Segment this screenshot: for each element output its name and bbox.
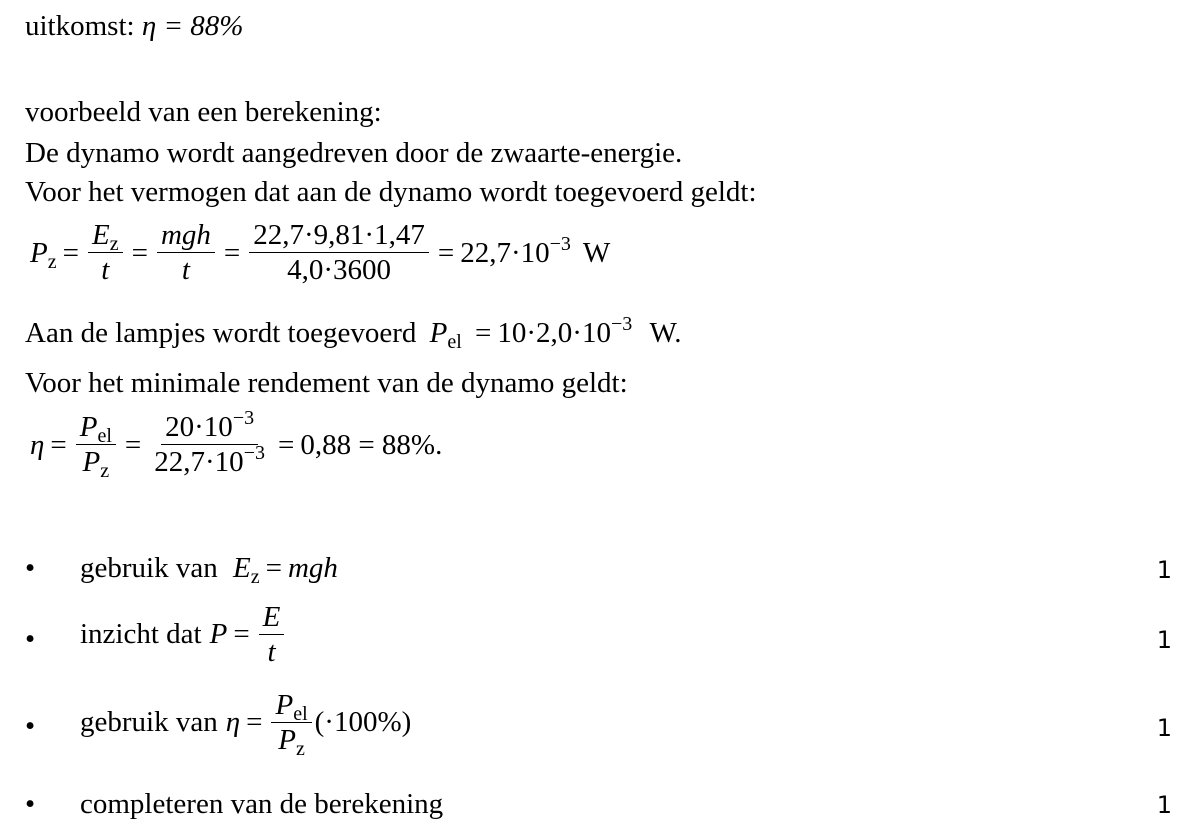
example-line-1: De dynamo wordt aangedreven door de zwaarte-energie. bbox=[25, 137, 683, 169]
score: 1 bbox=[1156, 714, 1172, 742]
eq3-lhs: η bbox=[30, 428, 45, 461]
eq1-result: $22,7\cdot 10^{-3}$ bbox=[460, 232, 571, 269]
example-heading: voorbeeld van een berekening: bbox=[25, 96, 382, 128]
eq1-lhs: $P_z$ bbox=[30, 236, 57, 273]
power-equation: $P_z$ = $\frac{E_z}{t}$ = $\frac{\text{mgh}}{t}$ = $\frac{22,7\cdot 9,81\cdot 1,47}{4,0\cdot 3600}$ = $22,7\cdot 10^{-3}$ W bbox=[30, 219, 611, 286]
score: 1 bbox=[1156, 791, 1172, 819]
example-line-4: Voor het minimale rendement van de dynamo geldt: bbox=[25, 367, 628, 399]
score: 1 bbox=[1156, 626, 1172, 654]
eq1-fraction-1: $\frac{E_z}{t}$ bbox=[88, 218, 123, 287]
eq3-fraction-1: $\frac{P_{el}}{P_z}$ bbox=[76, 410, 116, 479]
eq1-fraction-2: $\frac{\text{mgh}}{t}$ bbox=[157, 218, 215, 287]
eq1-unit: W bbox=[582, 236, 611, 269]
example-line-3: Aan de lampjes wordt toegevoerd $P_{el} = 10\cdot 2,0\cdot 10^{-3}$ W. bbox=[25, 313, 682, 353]
eq3-result: 0,88 = 88%. bbox=[300, 428, 443, 461]
eq1-fraction-3: $\frac{22,7\cdot 9,81\cdot 1,47}{4,0\cdot 3600}$ bbox=[249, 218, 429, 287]
result-formula: η = 88% bbox=[141, 10, 244, 42]
example-line-2: Voor het vermogen dat aan de dynamo wordt toegevoerd geldt: bbox=[25, 176, 757, 208]
eq3-fraction-2: $\frac{20\cdot 10^{-3}}{22,7\cdot 10^{-3}}$ bbox=[154, 407, 265, 478]
score: 1 bbox=[1156, 556, 1172, 584]
efficiency-equation: η = $\frac{P_{el}}{P_z}$ = $\frac{20\cdot 10^{-3}}{22,7\cdot 10^{-3}}$ = 0,88 = 88%. bbox=[30, 407, 443, 482]
result-label: uitkomst: bbox=[25, 10, 135, 42]
result-line bbox=[25, 9, 243, 43]
